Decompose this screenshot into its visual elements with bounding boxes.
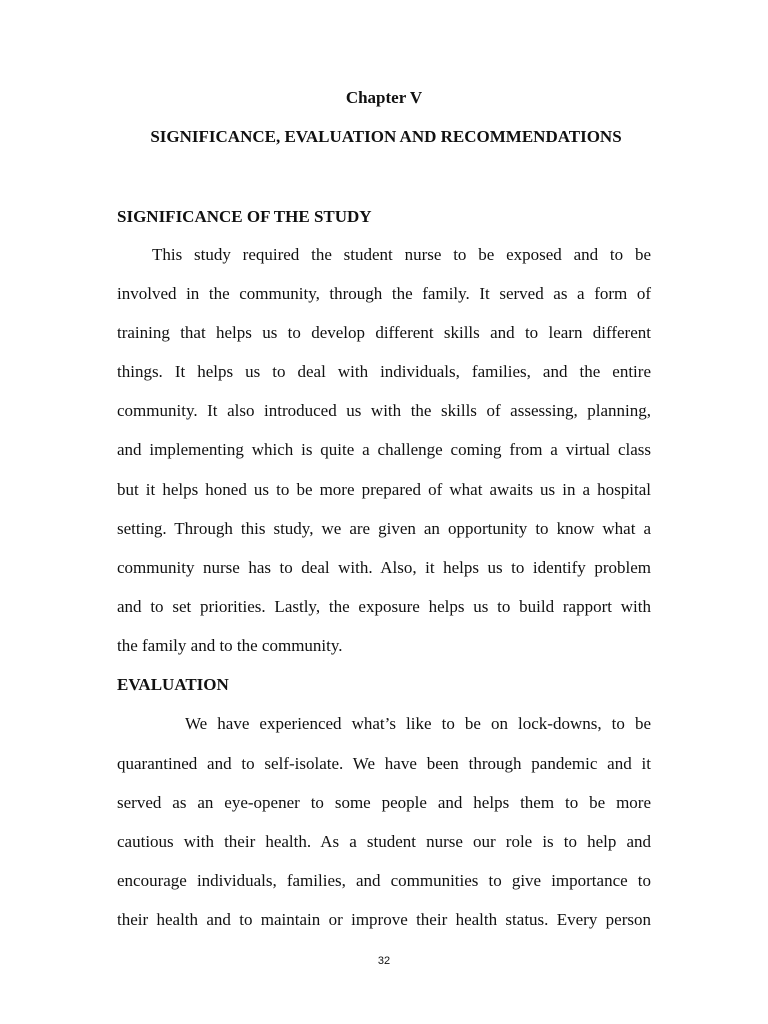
paragraph-line: things. It helps us to deal with individuals, families, and the entire bbox=[117, 362, 651, 381]
paragraph-line: but it helps honed us to be more prepared of what awaits us in a hospital bbox=[117, 480, 651, 499]
chapter-title: Chapter V bbox=[345, 88, 423, 107]
paragraph-line: This study required the student nurse to be exposed and to be bbox=[152, 245, 651, 264]
page-number: 32 bbox=[377, 955, 391, 967]
paragraph-line: We have experienced what’s like to be on lock-downs, to be bbox=[185, 714, 651, 733]
paragraph-line: and to set priorities. Lastly, the exposure helps us to build rapport with bbox=[117, 597, 651, 616]
paragraph-line: encourage individuals, families, and communities to give importance to bbox=[117, 871, 651, 890]
paragraph-line: served as an eye-opener to some people and helps them to be more bbox=[117, 793, 651, 812]
paragraph-line: involved in the community, through the family. It served as a form of bbox=[117, 284, 651, 303]
paragraph-line: the family and to the community. bbox=[117, 636, 343, 655]
paragraph-line: setting. Through this study, we are given an opportunity to know what a bbox=[117, 519, 651, 538]
chapter-subtitle: SIGNIFICANCE, EVALUATION AND RECOMMENDATIONS bbox=[150, 127, 622, 146]
paragraph-line: training that helps us to develop different skills and to learn different bbox=[117, 323, 651, 342]
paragraph-line: their health and to maintain or improve their health status. Every person bbox=[117, 910, 651, 929]
paragraph-line: community. It also introduced us with the skills of assessing, planning, bbox=[117, 401, 651, 420]
paragraph-line: and implementing which is quite a challenge coming from a virtual class bbox=[117, 440, 651, 459]
paragraph-line: community nurse has to deal with. Also, it helps us to identify problem bbox=[117, 558, 651, 577]
section-heading-significance: SIGNIFICANCE OF THE STUDY bbox=[117, 207, 372, 226]
section-heading-evaluation: EVALUATION bbox=[117, 675, 229, 694]
paragraph-line: quarantined and to self-isolate. We have been through pandemic and it bbox=[117, 754, 651, 773]
paragraph-line: cautious with their health. As a student nurse our role is to help and bbox=[117, 832, 651, 851]
